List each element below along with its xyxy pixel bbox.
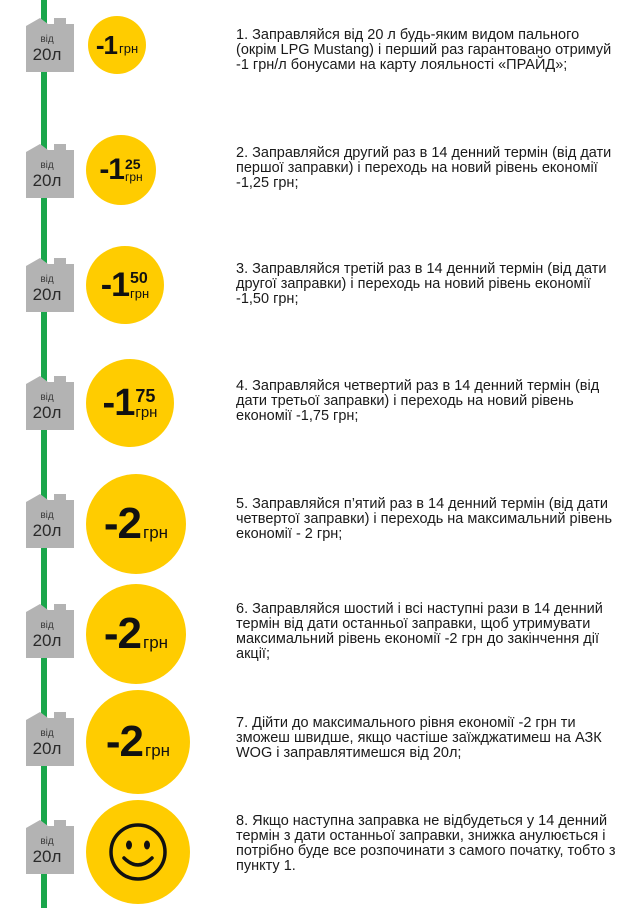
discount-amount: -2: [105, 717, 144, 766]
can-from-label: від: [40, 620, 54, 631]
discount-unit: грн: [130, 285, 150, 301]
can-from-label: від: [40, 510, 54, 521]
discount-amount: -1: [95, 30, 117, 60]
discount-amount: -1: [99, 153, 124, 186]
discount-circle: [86, 359, 174, 447]
step-description: 4. Заправляйся четвертий раз в 14 денний термін (від дати третьої заправки) і переходь на новий рівень економії -1,75 грн;: [236, 378, 600, 424]
smiley-circle: [86, 800, 190, 904]
can-from-label: від: [40, 274, 54, 285]
step-description: 5. Заправляйся п’ятий раз в 14 денний термін (від дати четвертої заправки) і переходь на максимальний рівень економії - 2 грн;: [236, 496, 613, 542]
discount-amount: -1: [100, 266, 130, 304]
discount-unit: грн: [145, 741, 171, 760]
discount-circle: [88, 16, 146, 74]
can-from-label: від: [40, 160, 54, 171]
discount-unit: грн: [118, 41, 139, 56]
can-from-label: від: [40, 392, 54, 403]
can-volume-label: 20л: [32, 403, 62, 422]
step-description: 2. Заправляйся другий раз в 14 денний термін (від дати першої заправки) і переходь на новий рівень економії -1,25 грн;: [236, 145, 612, 191]
can-from-label: від: [40, 836, 54, 847]
step-description: 7. Дійти до максимального рівня економії -2 грн ти зможеш швидше, якщо частіше заїжджатимеш на АЗК WOG і заправлятимешся від 20л;: [236, 715, 602, 761]
discount-amount: -1: [102, 382, 135, 424]
timeline-line: [41, 0, 47, 908]
discount-circle: [86, 246, 164, 324]
step-description: 8. Якщо наступна заправка не відбудеться у 14 денний термін з дати останньої заправки, знижка анулюється і потрібно буде все розпочинати з самого початку, тобто з пункту 1.: [236, 813, 616, 874]
fuel-can-icon: [18, 140, 76, 198]
discount-unit: грн: [125, 170, 143, 184]
can-from-label: від: [40, 34, 54, 45]
can-volume-label: 20л: [32, 521, 62, 540]
discount-amount: -2: [103, 609, 142, 658]
can-volume-label: 20л: [32, 847, 62, 866]
fuel-can-icon: [18, 254, 76, 312]
can-volume-label: 20л: [32, 171, 62, 190]
discount-cents: 50: [130, 269, 148, 287]
discount-circle: [86, 474, 186, 574]
fuel-can-icon: [18, 708, 76, 766]
discount-unit: грн: [143, 633, 169, 652]
discount-amount: -2: [103, 499, 142, 548]
can-from-label: від: [40, 728, 54, 739]
discount-unit: грн: [143, 523, 169, 542]
can-volume-label: 20л: [32, 45, 62, 64]
fuel-can-icon: [18, 14, 76, 72]
can-volume-label: 20л: [32, 631, 62, 650]
discount-circle: [86, 135, 156, 205]
discount-unit: грн: [135, 403, 158, 421]
step-description: 3. Заправляйся третій раз в 14 денний термін (від дати другої заправки) і переходь на новий рівень економії -1,50 грн;: [236, 261, 607, 307]
can-volume-label: 20л: [32, 739, 62, 758]
discount-circle: [86, 690, 190, 794]
discount-cents: 75: [135, 385, 156, 406]
can-volume-label: 20л: [32, 285, 62, 304]
step-description: 6. Заправляйся шостий і всі наступні рази в 14 денний термін від дати останньої заправки, щоб утримувати максимальний рівень економії -2 грн до закінчення дії акції;: [236, 601, 603, 662]
fuel-can-icon: [18, 816, 76, 874]
discount-cents: 25: [125, 156, 141, 172]
smiley-icon: [108, 822, 168, 882]
fuel-can-icon: [18, 372, 76, 430]
fuel-can-icon: [18, 490, 76, 548]
step-description: 1. Заправляйся від 20 л будь-яким видом пального (окрім LPG Mustang) і перший раз гарантовано отримуй -1 грн/л бонусами на карту лояльності «ПРАЙД»;: [236, 27, 612, 73]
discount-circle: [86, 584, 186, 684]
fuel-can-icon: [18, 600, 76, 658]
